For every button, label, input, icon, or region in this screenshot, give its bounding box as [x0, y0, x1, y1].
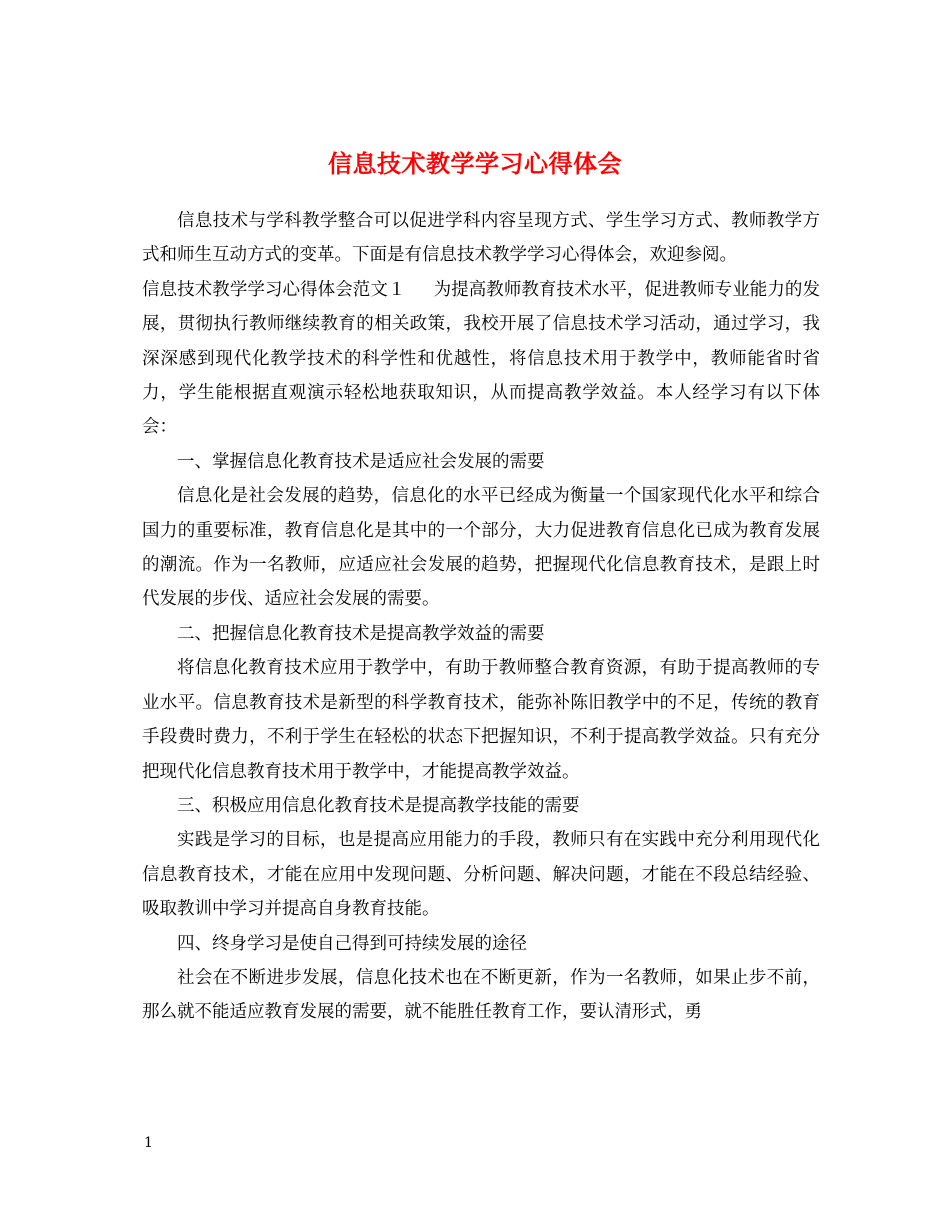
page-number: 1: [144, 1135, 153, 1151]
section-paragraph: 将信息化教育技术应用于教学中，有助于教师整合教育资源，有助于提高教师的专业水平。信息教育技术是新型的科学教育技术，能弥补陈旧教学中的不足，传统的教育手段费时费力，不利于学生在轻松的状态下把握知识，不利于提高教学效益。只有充分把现代化信息教育技术用于教学中，才能提高教学效益。: [142, 658, 820, 782]
section-heading: 一、掌握信息化教育技术是适应社会发展的需要: [177, 451, 545, 472]
section-paragraph: 实践是学习的目标，也是提高应用能力的手段，教师只有在实践中充分利用现代化信息教育技术，才能在应用中发现问题、分析问题、解决问题，才能在不段总结经验、吸取教训中学习并提高自身教育技能。: [142, 830, 820, 920]
sample-label: 信息技术教学学习心得体会范文１: [142, 279, 406, 300]
section-paragraph: 信息化是社会发展的趋势，信息化的水平已经成为衡量一个国家现代化水平和综合国力的重要标准，教育信息化是其中的一个部分，大力促进教育信息化已成为教育发展的潮流。作为一名教师，应适应社会发展的趋势，把握现代化信息教育技术，是跟上时代发展的步伐、适应社会发展的需要。: [142, 486, 820, 610]
sample-first-paragraph: [142, 273, 820, 445]
document-title: 信息技术教学学习心得体会: [328, 149, 622, 179]
section-paragraph: 社会在不断进步发展，信息化技术也在不断更新，作为一名教师，如果止步不前，那么就不能适应教育发展的需要，就不能胜任教育工作，要认清形式，勇: [142, 967, 820, 1023]
sample-first-paragraph-text: 为提高教师教育技术水平，促进教师专业能力的发展，贯彻执行教师继续教育的相关政策，我校开展了信息技术学习活动，通过学习，我深深感到现代化教学技术的科学性和优越性，将信息技术用于教学中，教师能省时省力，学生能根据直观演示轻松地获取知识，从而提高教学效益。本人经学习有以下体会：: [142, 279, 821, 438]
section-heading: 二、把握信息化教育技术是提高教学效益的需要: [177, 623, 545, 644]
intro-paragraph: 信息技术与学科教学整合可以促进学科内容呈现方式、学生学习方式、教师教学方式和师生互动方式的变革。下面是有信息技术教学学习心得体会，欢迎参阅。: [142, 211, 820, 266]
document-body: [142, 204, 820, 1030]
section-heading: 三、积极应用信息化教育技术是提高教学技能的需要: [177, 795, 580, 816]
section-heading: 四、终身学习是使自己得到可持续发展的途径: [177, 933, 527, 954]
